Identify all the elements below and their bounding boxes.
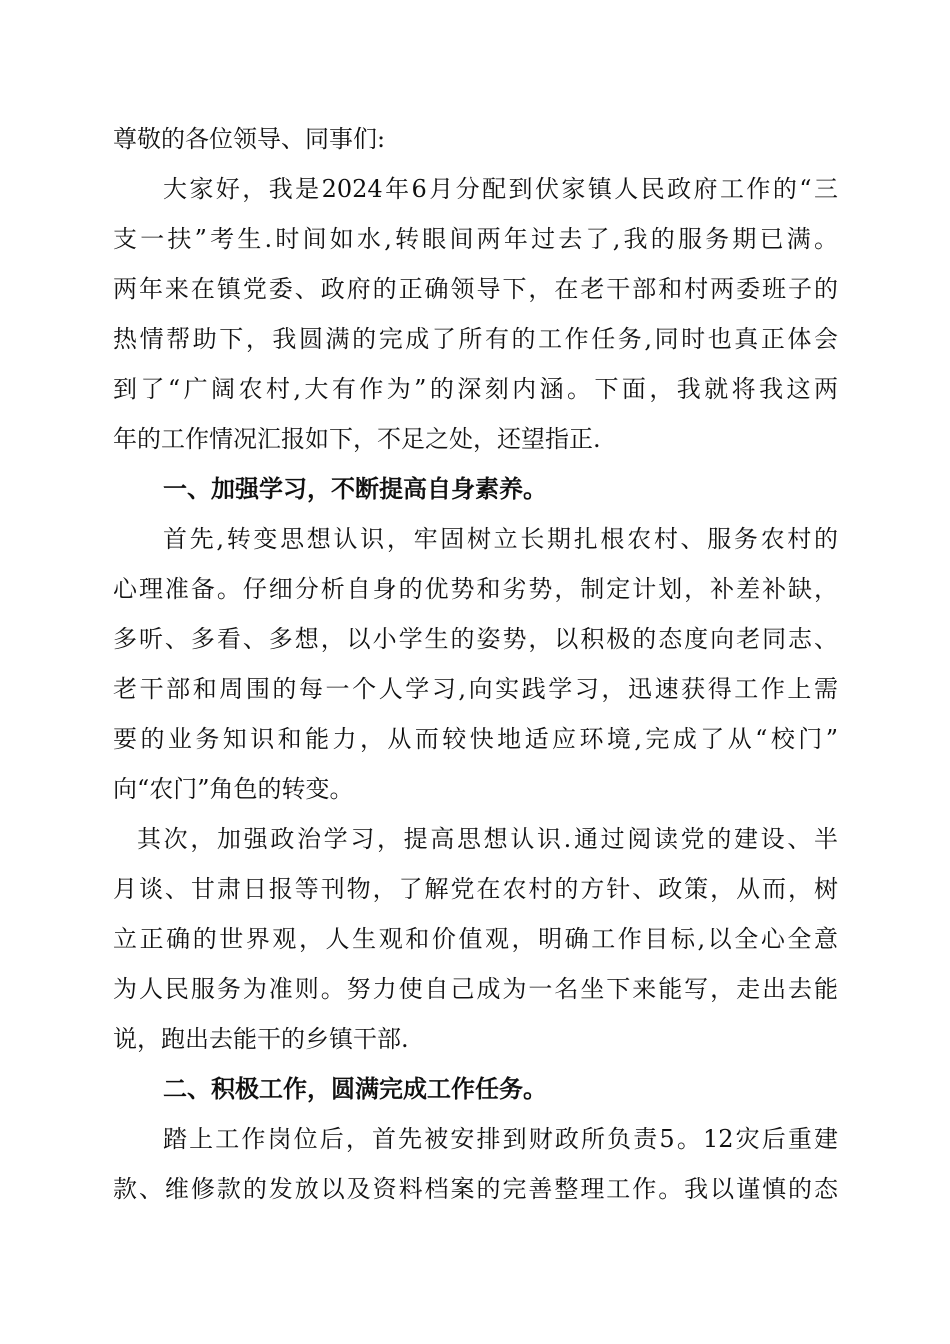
salutation: 尊敬的各位领导、同事们: xyxy=(113,125,386,153)
paragraph-line: 热情帮助下，我圆满的完成了所有的工作任务,同时也真正体会 xyxy=(113,325,838,353)
paragraph-line: 心理准备。仔细分析自身的优势和劣势，制定计划，补差补缺， xyxy=(113,575,838,603)
paragraph-line: 到了“广阔农村,大有作为”的深刻内涵。下面，我就将我这两 xyxy=(113,375,838,403)
paragraph-line: 其次，加强政治学习，提高思想认识.通过阅读党的建设、半 xyxy=(137,825,838,853)
paragraph-line: 大家好，我是2024年6月分配到伏家镇人民政府工作的“三 xyxy=(163,175,838,203)
section-heading-1: 一、加强学习，不断提高自身素养。 xyxy=(163,474,547,503)
section-heading-2: 二、积极工作，圆满完成工作任务。 xyxy=(163,1074,547,1103)
paragraph-line: 两年来在镇党委、政府的正确领导下，在老干部和村两委班子的 xyxy=(113,275,838,303)
paragraph-line: 年的工作情况汇报如下，不足之处，还望指正. xyxy=(113,425,601,453)
paragraph-line: 要的业务知识和能力，从而较快地适应环境,完成了从“校门” xyxy=(113,725,838,753)
paragraph-line: 月谈、甘肃日报等刊物，了解党在农村的方针、政策，从而，树 xyxy=(113,875,838,903)
paragraph-line: 立正确的世界观，人生观和价值观，明确工作目标,以全心全意 xyxy=(113,925,838,953)
paragraph-line: 踏上工作岗位后，首先被安排到财政所负责5。12灾后重建 xyxy=(163,1125,838,1153)
paragraph-line: 向“农门”角色的转变。 xyxy=(113,775,354,803)
paragraph-line: 多听、多看、多想，以小学生的姿势，以积极的态度向老同志、 xyxy=(113,625,838,653)
paragraph-line: 说，跑出去能干的乡镇干部. xyxy=(113,1025,409,1053)
paragraph-line: 老干部和周围的每一个人学习,向实践学习，迅速获得工作上需 xyxy=(113,675,838,703)
paragraph-line: 为人民服务为准则。努力使自己成为一名坐下来能写，走出去能 xyxy=(113,975,838,1003)
paragraph-line: 支一扶”考生.时间如水,转眼间两年过去了,我的服务期已满。 xyxy=(113,225,838,253)
paragraph-line: 款、维修款的发放以及资料档案的完善整理工作。我以谨慎的态 xyxy=(113,1175,838,1203)
paragraph-line: 首先,转变思想认识，牢固树立长期扎根农村、服务农村的 xyxy=(163,525,838,553)
